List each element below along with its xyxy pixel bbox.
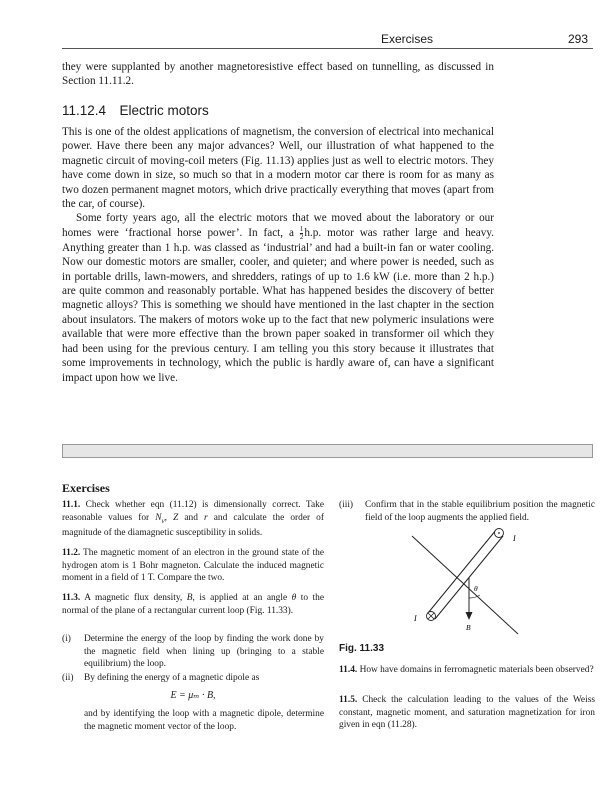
symbol-theta: θ <box>291 593 297 603</box>
exercise-11-3-part-i <box>62 633 324 671</box>
exercise-text: Check whether eqn (11.12) is dimensionally correct. Take reasonable values for <box>62 500 324 523</box>
part-text: Confirm that in the stable equilibrium position the magnetic field of the loop augments the applied field. <box>365 500 595 523</box>
label-theta: θ <box>474 584 478 593</box>
fraction-denominator: 2 <box>299 232 304 241</box>
symbol-Z: Z <box>173 512 179 523</box>
figure-caption: Fig. 11.33 <box>339 643 385 654</box>
part-text: Determine the energy of the loop by finding the work done by the magnetic field when lining up (bringing to a stable equilibrium) the loop. <box>84 634 324 670</box>
label-current-top: I <box>513 534 516 543</box>
loop-edge-upper <box>428 530 496 613</box>
fraction-numerator: 1 <box>299 224 304 233</box>
exercise-number: 11.3. <box>62 593 81 603</box>
paragraph-2-part-b: h.p. motor was rather large and heavy. Anything greater than 1 h.p. was classed as ‘industrial’ and had a built-in fan or water cooling. Now our domestic motors are smaller, cooler, and quieter; and where power is needed, such as in portable drills, lawn-mowers, and shredders, ratings of up to 1.6 kW (i.e. more than 2 h.p.) are quite common and reasonably portable. What has happened besides the discovery of better magnetic alloys? This is something we should have mentioned in the last chapter in the section about insulators. The makers of motors woke up to the fact that new polymeric insulations were available that were more effective than the brown paper soaked in transformer oil which they had been using for the previous century. I am telling you this story because it illustrates that some improvements in technology, which the public is hardly aware of, can have a significant impact upon how we live. <box>62 226 494 384</box>
label-field-B: B <box>466 623 471 632</box>
exercise-11-1 <box>62 499 324 540</box>
header-rule <box>62 48 593 49</box>
exercise-11-3-part-ii <box>62 672 324 685</box>
symbol-B: B <box>186 593 193 603</box>
exercises-banner-bar <box>62 444 593 458</box>
exercise-text: , is applied at an angle <box>192 593 292 603</box>
intro-paragraph: they were supplanted by another magnetoresistive effect based on tunnelling, as discussed in Section 11.11.2. <box>62 61 494 88</box>
section-body <box>62 125 494 385</box>
exercise-11-2 <box>62 547 324 585</box>
exercise-number: 11.5. <box>339 695 358 705</box>
section-paragraph-1: This is one of the oldest applications of magnetism, the conversion of electrical into mechanical power. Have there been any major advances? Well, our illustration of what happened to the magnetic circuit of moving-coil meters (Fig. 11.13) applies just as well to electric motors. They have come down in size, so much so that in a modern motor car there is room for as many as two dozen permanent magnet motors, which drive practically everything that moves (apart from the car, of course). <box>62 126 494 211</box>
exercise-text: to the normal of the plane of a rectangular current loop (Fig. 11.33). <box>62 593 325 616</box>
paragraph-2-part-a: Some forty years ago, all the electric motors that we moved about the laboratory or our homes were ‘fractional horse power’. In fact, a <box>62 212 494 239</box>
page-number: 293 <box>568 32 589 46</box>
exercise-text: , <box>164 512 174 523</box>
section-paragraph-2 <box>62 211 494 384</box>
part-number: (i) <box>62 634 71 644</box>
exercise-text: and <box>178 512 204 523</box>
exercise-11-5 <box>339 694 595 732</box>
label-current-left: I <box>414 614 417 623</box>
exercises-title: Exercises <box>62 481 110 495</box>
exercise-text: How have domains in ferromagnetic materials been observed? <box>357 665 594 675</box>
part-text: By defining the energy of a magnetic dipole as <box>84 673 260 683</box>
exercise-number: 11.4. <box>339 665 358 675</box>
exercise-number: 11.2. <box>62 548 81 558</box>
symbol-r: r <box>204 512 208 523</box>
exercise-text: Check the calculation leading to the values of the Weiss constant, magnetic moment, and saturation magnetization for iron given in eqn (11.28). <box>339 695 595 731</box>
exercise-11-4 <box>339 664 595 677</box>
exercise-text: and calculate the order of magnitude of the diamagnetic susceptibility in solids. <box>62 512 324 539</box>
part-number: (iii) <box>339 500 354 510</box>
field-arrow-head <box>466 612 473 620</box>
exercise-11-3 <box>62 592 324 617</box>
current-loop-figure <box>410 528 520 638</box>
symbol-N: N <box>155 512 162 523</box>
section-heading: 11.12.4 Electric motors <box>62 103 209 118</box>
current-out-dot <box>498 532 500 534</box>
exercise-text: The magnetic moment of an electron in the ground state of the hydrogen atom is 1 Bohr magneton. Calculate the induced magnetic moment in a field of 1 T. Compare the two. <box>62 548 324 584</box>
exercise-11-3-part-ii-continuation: and by identifying the loop with a magnetic dipole, determine the magnetic moment vector of the loop. <box>84 709 324 732</box>
fraction-half <box>300 226 304 241</box>
exercise-11-3-part-iii <box>339 499 595 524</box>
running-head: Exercises <box>381 32 434 46</box>
part-number: (ii) <box>62 673 74 683</box>
exercise-text: A magnetic flux density, <box>80 593 187 603</box>
symbol-N-subscript: v <box>161 516 165 525</box>
dipole-energy-formula: E = μₘ · B, <box>170 690 216 701</box>
exercise-number: 11.1. <box>62 500 81 510</box>
